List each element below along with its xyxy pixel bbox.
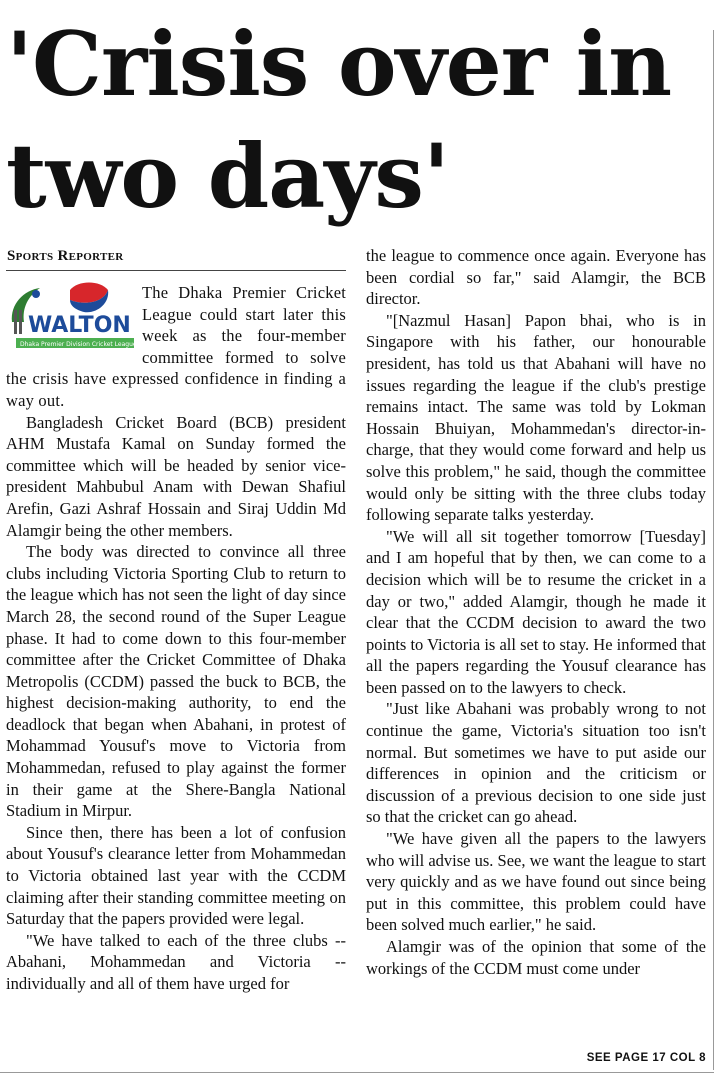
paragraph: Alamgir was of the opinion that some of the workings of the CCDM must come under bbox=[366, 937, 706, 978]
paragraph: "We have given all the papers to the lawyers who will advise us. See, we want the league to start very quickly and as we have found out since being put in this committee, this problem could have been solved much earlier," he said. bbox=[366, 829, 706, 935]
headline-line-1: 'Crisis over in bbox=[6, 12, 672, 116]
walton-logo-icon bbox=[6, 282, 158, 356]
byline-rule bbox=[6, 270, 346, 271]
paragraph: "Just like Abahani was probably wrong to not continue the game, Victoria's situation too isn't normal. But sometimes we have to put aside our differences in opinion and the criticism or discussion of a previous decision to one side just so that the cricket can go ahead. bbox=[366, 699, 706, 827]
column-rule bbox=[713, 30, 714, 1070]
article-column-2 bbox=[366, 245, 706, 979]
logo-brand: WALTON bbox=[28, 313, 131, 338]
paragraph: Since then, there has been a lot of confusion about Yousuf's clearance letter from Mohammedan to Victoria obtained last year with the CCDM claiming after their standing committee meeting on Saturday that the papers provided were legal. bbox=[6, 822, 346, 929]
logo-tagline: Dhaka Premier Division Cricket League' 11-12 bbox=[20, 341, 158, 348]
continuation-note: SEE PAGE 17 COL 8 bbox=[586, 1052, 706, 1064]
headline-line-2: two days' bbox=[6, 124, 449, 228]
paragraph: "We have talked to each of the three clubs -- Abahani, Mohammedan and Victoria -- individually and all of them have urged for bbox=[6, 930, 346, 993]
paragraph: "We will all sit together tomorrow [Tuesday] and I am hopeful that by then, we can come to a decision which will be to resume the cricket in a day or two," added Alamgir, though he made it clear that the CCDM decision to award the two points to Victoria is all set to stay. He informed that all the papers regarding the Yousuf clearance has been passed on to the lawyers to check. bbox=[366, 526, 706, 697]
paragraph: The Dhaka Premier Cricket League could start later this week as the four-member committee formed to solve the crisis have expressed confidence in finding a way out. bbox=[6, 283, 346, 410]
walton-logo bbox=[6, 282, 158, 356]
paragraph: Bangladesh Cricket Board (BCB) president AHM Mustafa Kamal on Sunday formed the committee which will be headed by senior vice-president Mahbubul Anam with Dewan Shafiul Arefin, Gazi Ashraf Hossain and Siraj Uddin Md Alamgir being the other members. bbox=[6, 412, 346, 540]
paragraph: the league to commence once again. Everyone has been cordial so far," said Alamgir, the BCB director. bbox=[366, 246, 706, 309]
article-column-1 bbox=[6, 282, 346, 995]
byline: Sports Reporter bbox=[7, 248, 124, 264]
bottom-rule bbox=[0, 1072, 714, 1073]
paragraph: The body was directed to convince all three clubs including Victoria Sporting Club to return to the league which has not seen the light of day since March 28, the second round of the Super League phase. It had to come down to this four-member committee after the Cricket Committee of Dhaka Metropolis (CCDM) passed the buck to BCB, the highest decision-making authority, to end the deadlock that began when Abahani, in protest of Mohammad Yousuf's move to Victoria from Mohammedan, refused to play against the former in their game at the Shere-Bangla National Stadium in Mirpur. bbox=[6, 542, 346, 821]
paragraph: "[Nazmul Hasan] Papon bhai, who is in Singapore with his father, our honourable president, has told us that Abahani will have no issues regarding the league if the club's prestige remains intact. The same was told by Lokman Hossain Bhuiyan, Mohammedan's director-in-charge, that they would come forward and help us solve this problem," he said, though the committee would only be sitting with the three clubs today following separate talks yesterday. bbox=[366, 310, 706, 525]
headline bbox=[6, 8, 710, 232]
